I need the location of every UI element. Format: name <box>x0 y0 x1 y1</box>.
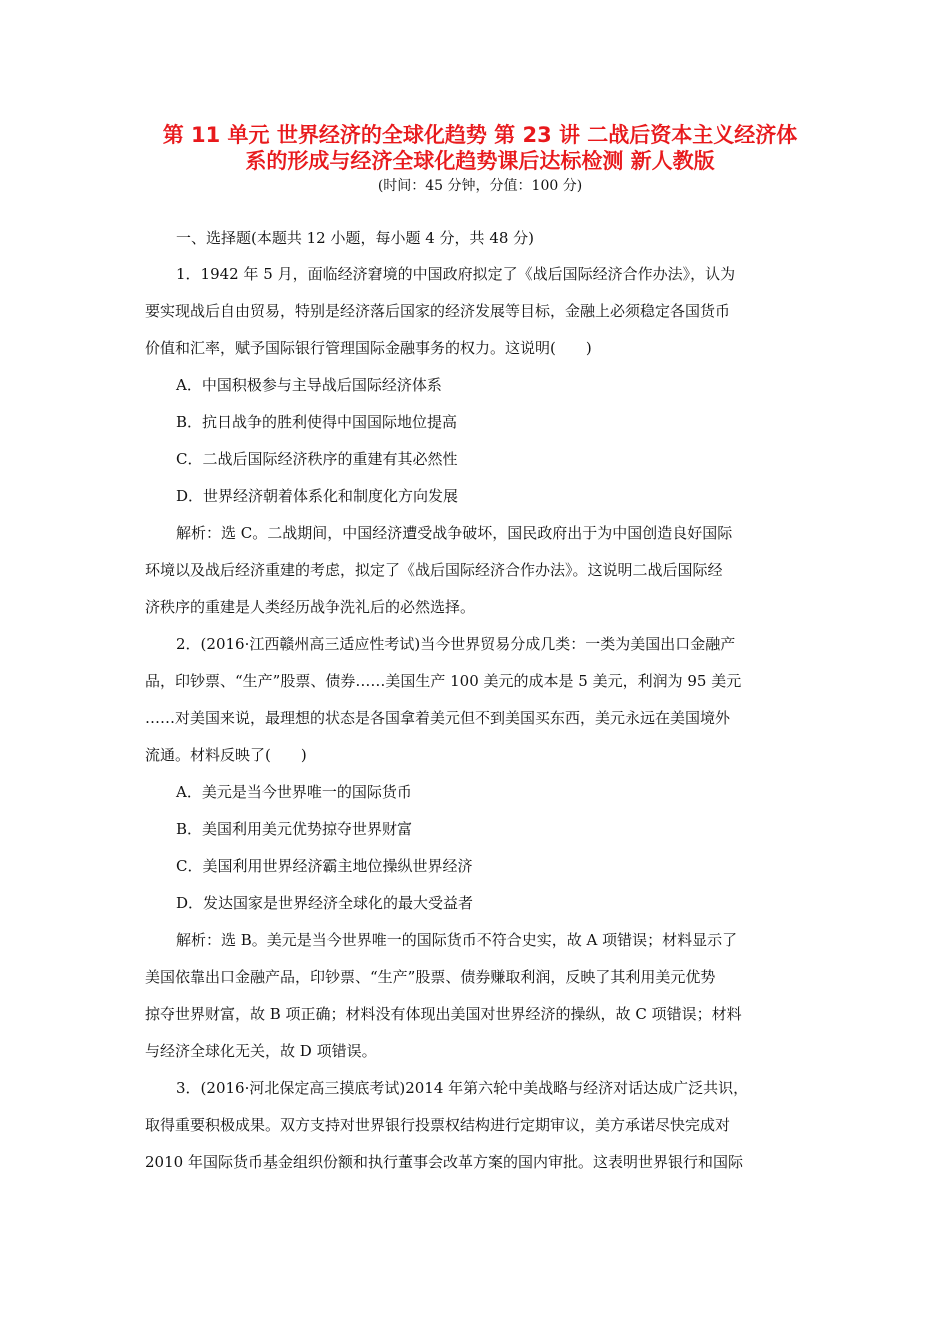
question-1-analysis: 环境以及战后经济重建的考虑，拟定了《战后国际经济合作办法》。这说明二战后国际经 <box>145 561 723 579</box>
question-1-option-b: B．抗日战争的胜利使得中国国际地位提高 <box>176 413 458 431</box>
question-2-analysis: 与经济全球化无关，故 D 项错误。 <box>145 1042 377 1060</box>
question-2-option-a: A．美元是当今世界唯一的国际货币 <box>176 783 412 801</box>
question-3-line: 取得重要积极成果。双方支持对世界银行投票权结构进行定期审议，美方承诺尽快完成对 <box>145 1116 731 1134</box>
document-title-line-1: 第 11 单元 世界经济的全球化趋势 第 23 讲 二战后资本主义经济体 <box>162 123 798 147</box>
question-1-option-d: D．世界经济朝着体系化和制度化方向发展 <box>176 487 459 505</box>
question-1-line: 1．1942 年 5 月，面临经济窘境的中国政府拟定了《战后国际经济合作办法》，认为 <box>176 265 736 283</box>
question-2-line: 流通。材料反映了( ) <box>145 746 307 764</box>
question-2-line: ……对美国来说，最理想的状态是各国拿着美元但不到美国买东西，美元永远在美国境外 <box>145 709 731 727</box>
document-title-line-2: 系的形成与经济全球化趋势课后达标检测 新人教版 <box>245 149 715 173</box>
question-2-line: 品，印钞票、“生产”股票、债券……美国生产 100 美元的成本是 5 美元，利润为 95 美元 <box>145 672 742 690</box>
question-2-analysis: 解析：选 B。美元是当今世界唯一的国际货币不符合史实，故 A 项错误；材料显示了 <box>176 931 738 949</box>
question-1-line: 价值和汇率，赋予国际银行管理国际金融事务的权力。这说明( ) <box>145 339 592 357</box>
question-1-option-c: C．二战后国际经济秩序的重建有其必然性 <box>176 450 458 468</box>
question-2-option-b: B．美国利用美元优势掠夺世界财富 <box>176 820 413 838</box>
question-2-analysis: 掠夺世界财富，故 B 项正确；材料没有体现出美国对世界经济的操纵，故 C 项错误；材料 <box>145 1005 742 1023</box>
question-3-line: 2010 年国际货币基金组织份额和执行董事会改革方案的国内审批。这表明世界银行和国际 <box>145 1153 743 1171</box>
question-1-analysis: 济秩序的重建是人类经历战争洗礼后的必然选择。 <box>145 598 476 616</box>
question-3-line: 3．(2016·河北保定高三摸底考试)2014 年第六轮中美战略与经济对话达成广泛共识， <box>176 1079 749 1097</box>
question-2-analysis: 美国依靠出口金融产品，印钞票、“生产”股票、债券赚取利润，反映了其利用美元优势 <box>145 968 716 986</box>
question-2-option-c: C．美国利用世界经济霸主地位操纵世界经济 <box>176 857 473 875</box>
question-2-option-d: D．发达国家是世界经济全球化的最大受益者 <box>176 894 474 912</box>
question-1-option-a: A．中国积极参与主导战后国际经济体系 <box>176 376 442 394</box>
question-2-line: 2．(2016·江西赣州高三适应性考试)当今世界贸易分成几类：一类为美国出口金融产 <box>176 635 736 653</box>
section-heading: 一、选择题(本题共 12 小题，每小题 4 分，共 48 分) <box>176 229 535 247</box>
question-1-analysis: 解析：选 C。二战期间，中国经济遭受战争破坏，国民政府出于为中国创造良好国际 <box>176 524 733 542</box>
exam-time-score: (时间：45 分钟，分值：100 分) <box>377 178 583 194</box>
question-1-line: 要实现战后自由贸易，特别是经济落后国家的经济发展等目标，金融上必须稳定各国货币 <box>145 302 731 320</box>
